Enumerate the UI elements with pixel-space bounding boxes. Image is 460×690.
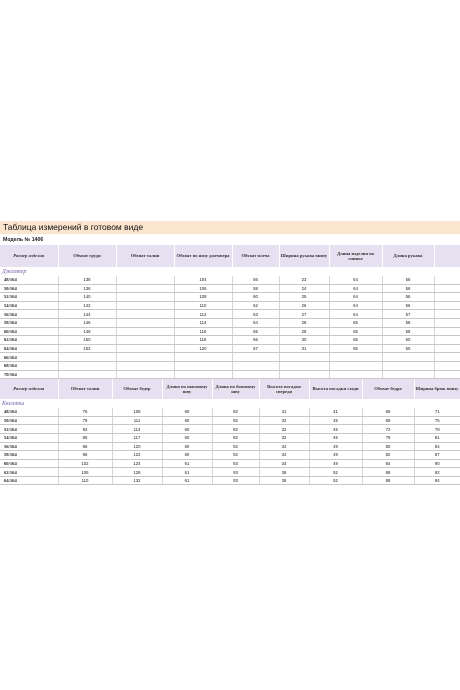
value-cell: [434, 344, 460, 353]
value-cell: [116, 301, 174, 310]
table-row: [0, 284, 460, 293]
value-cell: 108: [174, 293, 232, 302]
value-cell: [116, 293, 174, 302]
value-cell: [434, 293, 460, 302]
value-cell: 90: [414, 459, 460, 468]
value-cell: [232, 353, 279, 362]
value-cell: [174, 370, 232, 379]
size-cell: 50/164: [0, 416, 58, 425]
value-cell: 128: [112, 468, 162, 477]
value-cell: [434, 301, 460, 310]
value-cell: [116, 327, 174, 336]
value-cell: 65: [329, 344, 382, 353]
value-cell: 75: [414, 416, 460, 425]
value-cell: [434, 336, 460, 345]
value-cell: 61: [162, 476, 212, 485]
value-cell: 56: [382, 284, 434, 293]
value-cell: 36: [259, 476, 309, 485]
pants-section-label: Кюлоты: [2, 400, 25, 407]
value-cell: 58: [232, 284, 279, 293]
table-row: [0, 416, 460, 425]
value-cell: [434, 284, 460, 293]
size-cell: 52/164: [0, 425, 58, 434]
measurement-sheet: [0, 221, 460, 485]
size-cell: 48/164: [0, 276, 58, 284]
value-cell: [434, 370, 460, 379]
size-cell: 58/164: [0, 318, 58, 327]
table-row: [0, 353, 460, 362]
value-cell: 60: [162, 442, 212, 451]
value-cell: 58: [382, 327, 434, 336]
value-cell: 45: [309, 433, 362, 442]
value-cell: 65: [329, 318, 382, 327]
jacket-header-cell-empty: [434, 245, 460, 267]
size-cell: 56/164: [0, 442, 58, 451]
value-cell: 82: [58, 425, 112, 434]
sheet-title: Таблица измерений в готовом виде: [0, 221, 460, 234]
value-cell: 27: [279, 310, 329, 319]
value-cell: 82: [362, 451, 414, 460]
value-cell: 36: [259, 468, 309, 477]
model-number: Модель № 1406: [3, 237, 44, 243]
table-row: [0, 433, 460, 442]
value-cell: 34: [259, 442, 309, 451]
value-cell: 114: [112, 425, 162, 434]
table-row: [0, 476, 460, 485]
value-cell: 92: [212, 416, 259, 425]
value-cell: 118: [174, 336, 232, 345]
table-row: [0, 442, 460, 451]
value-cell: 94: [414, 476, 460, 485]
size-cell: 62/164: [0, 468, 58, 477]
value-cell: [279, 353, 329, 362]
size-cell: 52/164: [0, 293, 58, 302]
value-cell: 32: [259, 416, 309, 425]
value-cell: 92: [212, 425, 259, 434]
pants-header-cell: Ширина брюк внизу: [414, 379, 460, 399]
jacket-header-cell: Размер изделия: [0, 245, 58, 267]
value-cell: [174, 353, 232, 362]
value-cell: [116, 310, 174, 319]
jacket-header-row: [0, 245, 460, 267]
jacket-header-cell: Обхват по низу джемпера: [174, 245, 232, 267]
size-cell: 54/164: [0, 301, 58, 310]
value-cell: 45: [309, 425, 362, 434]
size-cell: 60/164: [0, 459, 58, 468]
value-cell: [58, 370, 116, 379]
value-cell: 65: [329, 327, 382, 336]
pants-header-cell: Длина по шаговому шву: [162, 379, 212, 399]
value-cell: 92: [414, 468, 460, 477]
value-cell: [329, 370, 382, 379]
value-cell: 112: [174, 310, 232, 319]
value-cell: 117: [112, 433, 162, 442]
value-cell: [434, 353, 460, 362]
value-cell: 72: [362, 425, 414, 434]
value-cell: [116, 361, 174, 370]
value-cell: 49: [309, 459, 362, 468]
table-row: [0, 370, 460, 379]
pants-header-cell: Высота посадки спереди: [259, 379, 309, 399]
table-row: [0, 459, 460, 468]
value-cell: 34: [259, 451, 309, 460]
value-cell: 60: [232, 293, 279, 302]
table-row: [0, 408, 460, 416]
jacket-header-cell: Длина изделия по спинке: [329, 245, 382, 267]
pants-header-cell: Размер изделия: [0, 379, 58, 399]
value-cell: 116: [174, 327, 232, 336]
value-cell: [329, 361, 382, 370]
value-cell: 66: [232, 336, 279, 345]
value-cell: 64: [329, 284, 382, 293]
table-row: [0, 327, 460, 336]
value-cell: 76: [58, 408, 112, 416]
value-cell: 49: [309, 451, 362, 460]
value-cell: 52: [309, 468, 362, 477]
jacket-section-row: [0, 267, 460, 276]
value-cell: 85: [58, 433, 112, 442]
value-cell: 52: [309, 476, 362, 485]
value-cell: 65: [232, 327, 279, 336]
value-cell: 80: [362, 442, 414, 451]
value-cell: 96: [58, 451, 112, 460]
table-row: [0, 318, 460, 327]
jacket-header-cell: Обхват талии: [116, 245, 174, 267]
value-cell: 114: [174, 318, 232, 327]
value-cell: 92: [212, 451, 259, 460]
value-cell: [279, 361, 329, 370]
value-cell: 152: [58, 344, 116, 353]
value-cell: [232, 370, 279, 379]
value-cell: 140: [58, 293, 116, 302]
value-cell: [116, 318, 174, 327]
value-cell: 28: [279, 318, 329, 327]
value-cell: 120: [174, 344, 232, 353]
value-cell: 32: [259, 425, 309, 434]
value-cell: 45: [309, 416, 362, 425]
value-cell: 93: [212, 476, 259, 485]
value-cell: 62: [232, 301, 279, 310]
value-cell: 60: [382, 336, 434, 345]
value-cell: [434, 361, 460, 370]
value-cell: 88: [362, 476, 414, 485]
value-cell: 93: [212, 468, 259, 477]
value-cell: 49: [309, 442, 362, 451]
value-cell: 64: [329, 310, 382, 319]
value-cell: 136: [58, 284, 116, 293]
table-row: [0, 361, 460, 370]
value-cell: 150: [58, 336, 116, 345]
value-cell: 60: [162, 433, 212, 442]
value-cell: 67: [232, 344, 279, 353]
table-row: [0, 336, 460, 345]
pants-header-cell: Обхват талии: [58, 379, 112, 399]
size-cell: 58/164: [0, 451, 58, 460]
value-cell: 57: [382, 310, 434, 319]
value-cell: 25: [279, 293, 329, 302]
value-cell: 144: [58, 310, 116, 319]
value-cell: [116, 284, 174, 293]
value-cell: 64: [329, 293, 382, 302]
value-cell: [116, 370, 174, 379]
value-cell: 32: [259, 433, 309, 442]
pants-header-cell: Длина по боковому шву: [212, 379, 259, 399]
value-cell: 60: [162, 451, 212, 460]
size-cell: 50/164: [0, 284, 58, 293]
value-cell: 93: [212, 459, 259, 468]
table-row: [0, 301, 460, 310]
value-cell: 31: [279, 344, 329, 353]
pants-header-cell: Обхват бедер: [112, 379, 162, 399]
value-cell: 56: [232, 276, 279, 284]
value-cell: 31: [259, 408, 309, 416]
value-cell: 104: [174, 276, 232, 284]
value-cell: 106: [174, 284, 232, 293]
value-cell: [329, 353, 382, 362]
value-cell: 64: [232, 318, 279, 327]
value-cell: [434, 327, 460, 336]
value-cell: 79: [58, 416, 112, 425]
size-cell: 56/164: [0, 310, 58, 319]
value-cell: 110: [174, 301, 232, 310]
table-row: [0, 276, 460, 284]
pants-section-row: [0, 399, 460, 408]
value-cell: 122: [112, 451, 162, 460]
value-cell: 28: [279, 327, 329, 336]
table-row: [0, 310, 460, 319]
value-cell: 24: [279, 284, 329, 293]
value-cell: 87: [414, 451, 460, 460]
table-row: [0, 344, 460, 353]
value-cell: 84: [414, 442, 460, 451]
value-cell: 60: [162, 408, 212, 416]
size-cell: 68/164: [0, 361, 58, 370]
value-cell: 102: [58, 459, 112, 468]
table-row: [0, 451, 460, 460]
jacket-table: [0, 245, 460, 379]
value-cell: 41: [309, 408, 362, 416]
value-cell: 64: [329, 301, 382, 310]
jacket-header-cell: Ширина рукава внизу: [279, 245, 329, 267]
value-cell: 23: [279, 276, 329, 284]
table-row: [0, 425, 460, 434]
size-cell: 70/164: [0, 370, 58, 379]
value-cell: [382, 361, 434, 370]
value-cell: 56: [382, 293, 434, 302]
size-cell: 54/164: [0, 433, 58, 442]
value-cell: 120: [112, 442, 162, 451]
value-cell: [58, 353, 116, 362]
value-cell: [382, 353, 434, 362]
pants-header-cell: Обхват бедра: [362, 379, 414, 399]
value-cell: [116, 276, 174, 284]
value-cell: 106: [58, 468, 112, 477]
size-cell: 62/164: [0, 336, 58, 345]
value-cell: 65: [329, 336, 382, 345]
pants-table: [0, 379, 460, 485]
value-cell: [116, 353, 174, 362]
value-cell: [434, 318, 460, 327]
value-cell: 26: [279, 301, 329, 310]
value-cell: 56: [382, 276, 434, 284]
value-cell: 142: [58, 301, 116, 310]
value-cell: [174, 361, 232, 370]
value-cell: [232, 361, 279, 370]
value-cell: 84: [362, 459, 414, 468]
value-cell: 86: [58, 442, 112, 451]
table-row: [0, 468, 460, 477]
value-cell: 60: [162, 416, 212, 425]
value-cell: 58: [382, 318, 434, 327]
value-cell: [279, 370, 329, 379]
value-cell: 56: [382, 301, 434, 310]
value-cell: 71: [414, 408, 460, 416]
value-cell: 64: [329, 276, 382, 284]
value-cell: 92: [212, 408, 259, 416]
value-cell: 30: [279, 336, 329, 345]
table-row: [0, 293, 460, 302]
value-cell: 92: [212, 442, 259, 451]
value-cell: 61: [162, 468, 212, 477]
value-cell: 146: [58, 318, 116, 327]
jacket-header-cell: Длина рукава: [382, 245, 434, 267]
value-cell: 61: [162, 459, 212, 468]
value-cell: [116, 344, 174, 353]
value-cell: [434, 276, 460, 284]
value-cell: 34: [259, 459, 309, 468]
value-cell: 111: [112, 416, 162, 425]
value-cell: [58, 361, 116, 370]
value-cell: 81: [414, 433, 460, 442]
value-cell: 124: [112, 459, 162, 468]
pants-header-row: [0, 379, 460, 399]
value-cell: 132: [112, 476, 162, 485]
jacket-header-cell: Обхват плеча: [232, 245, 279, 267]
value-cell: 60: [162, 425, 212, 434]
value-cell: 110: [58, 476, 112, 485]
value-cell: 86: [362, 468, 414, 477]
size-cell: 64/164: [0, 476, 58, 485]
value-cell: [434, 310, 460, 319]
jacket-header-cell: Обхват груди: [58, 245, 116, 267]
value-cell: 68: [362, 416, 414, 425]
value-cell: 108: [112, 408, 162, 416]
value-cell: [116, 336, 174, 345]
value-cell: 78: [414, 425, 460, 434]
value-cell: 63: [232, 310, 279, 319]
value-cell: 66: [362, 408, 414, 416]
pants-header-cell: Высота посадки сзади: [309, 379, 362, 399]
size-cell: 66/164: [0, 353, 58, 362]
value-cell: 60: [382, 344, 434, 353]
size-cell: 64/164: [0, 344, 58, 353]
value-cell: 92: [212, 433, 259, 442]
value-cell: 138: [58, 276, 116, 284]
jacket-section-label: Джемпер: [2, 268, 27, 275]
size-cell: 48/164: [0, 408, 58, 416]
value-cell: [382, 370, 434, 379]
size-cell: 60/164: [0, 327, 58, 336]
value-cell: 148: [58, 327, 116, 336]
value-cell: 76: [362, 433, 414, 442]
